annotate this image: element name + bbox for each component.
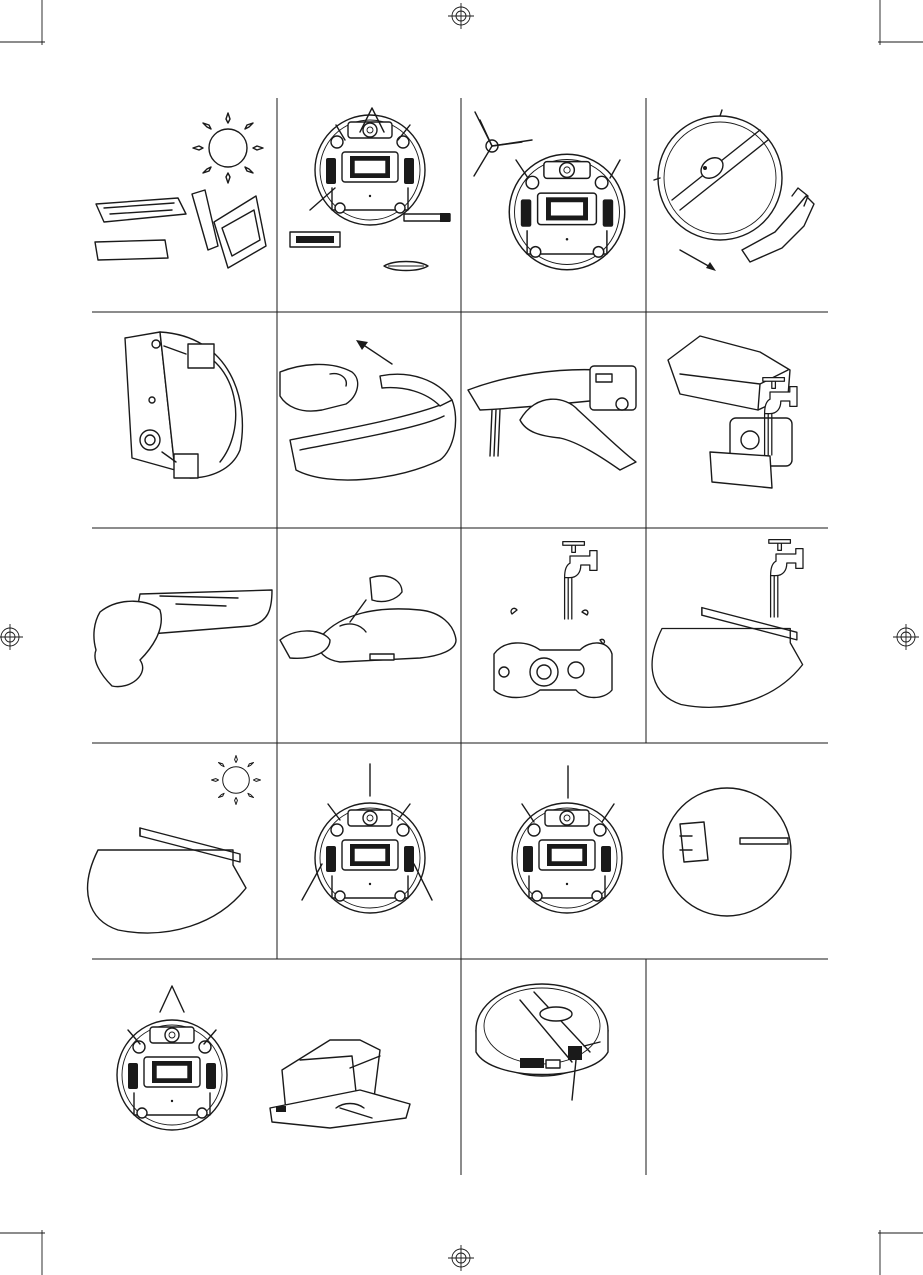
side-brush-icon <box>474 112 532 176</box>
robot-underside-icon <box>315 803 425 913</box>
registration-mark-top <box>448 3 474 29</box>
sun-icon <box>193 113 263 183</box>
filter-dry-sun-panel <box>95 113 266 268</box>
registration-mark-left <box>0 624 23 650</box>
rinse-mop-panel <box>652 540 803 708</box>
dock-icon <box>270 1040 410 1128</box>
robot-bottom-brushes-panel <box>290 108 450 271</box>
registration-mark-bottom <box>448 1245 474 1271</box>
registration-mark-right <box>893 624 919 650</box>
robot-front-panel <box>476 984 608 1100</box>
robot-underside-icon <box>315 115 425 225</box>
robot-sensors-zoom-panel <box>512 766 791 916</box>
tap-icon <box>563 542 597 619</box>
magnify-icon <box>663 788 791 916</box>
robot-top-icon <box>654 110 782 240</box>
hand-icon <box>280 364 358 411</box>
rinse-part-panel <box>494 542 612 698</box>
cloth-icon <box>94 601 161 686</box>
clean-nozzle-panel <box>280 576 456 662</box>
robot-charging-panel <box>117 986 410 1130</box>
tank-drain-panel <box>468 366 636 470</box>
robot-underside-icon <box>512 803 622 913</box>
tank-fill-tap-panel <box>668 336 797 488</box>
wipe-tank-panel <box>94 590 272 687</box>
sun-icon <box>212 756 261 805</box>
dry-mop-panel <box>88 756 261 933</box>
pull-out-tank-panel <box>280 340 456 480</box>
robot-top-icon <box>476 984 608 1076</box>
robot-sensors-panel <box>302 764 432 913</box>
robot-top-bumper-panel <box>654 110 814 271</box>
robot-underside-icon <box>509 154 625 270</box>
side-brush-install-panel <box>474 112 625 270</box>
water-tank-clips-panel <box>125 332 242 478</box>
tap-icon <box>769 540 803 617</box>
